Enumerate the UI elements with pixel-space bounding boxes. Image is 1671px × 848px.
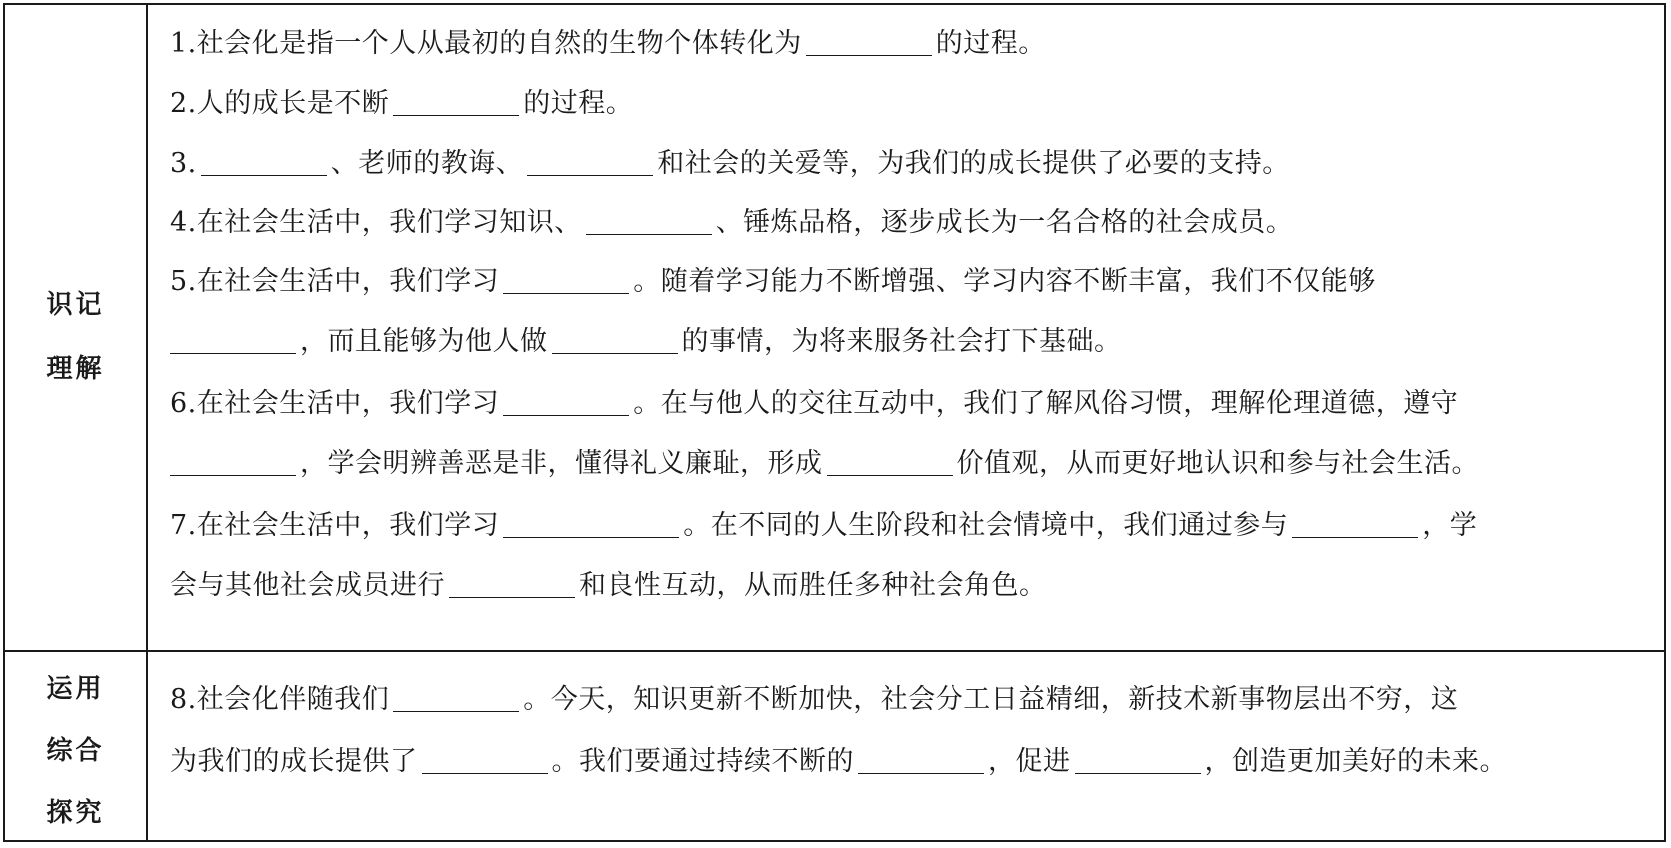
question-8 bbox=[170, 685, 1458, 713]
text: 为我们的成长提供了 bbox=[170, 746, 418, 777]
text: 和社会的关爱等，为我们的成长提供了必要的支持。 bbox=[657, 148, 1290, 179]
answer-blank[interactable] bbox=[1075, 747, 1201, 774]
question-4 bbox=[170, 208, 1293, 236]
answer-blank[interactable] bbox=[422, 747, 548, 774]
column-divider bbox=[146, 5, 148, 840]
section-label-line: 综合 bbox=[46, 736, 105, 766]
text: 价值观，从而更好地认识和参与社会生活。 bbox=[956, 448, 1479, 479]
answer-blank[interactable] bbox=[858, 747, 984, 774]
answer-blank[interactable] bbox=[827, 449, 953, 476]
section-label-line: 探究 bbox=[46, 798, 105, 828]
answer-blank[interactable] bbox=[586, 208, 712, 235]
text: ，学 bbox=[1422, 510, 1478, 541]
question-5 bbox=[170, 267, 1376, 295]
section-label-line: 理解 bbox=[46, 354, 105, 384]
section-label-line: 识记 bbox=[46, 290, 105, 320]
text: 6.在社会生活中，我们学习 bbox=[170, 388, 500, 419]
answer-blank[interactable] bbox=[449, 571, 575, 598]
text: 。今天，知识更新不断加快，社会分工日益精细，新技术新事物层出不穷，这 bbox=[523, 684, 1459, 715]
text: 、老师的教诲、 bbox=[330, 148, 524, 179]
question-1 bbox=[170, 29, 1046, 57]
question-6 bbox=[170, 389, 1458, 417]
answer-blank[interactable] bbox=[1292, 511, 1418, 538]
text: 。在不同的人生阶段和社会情境中，我们通过参与 bbox=[683, 510, 1289, 541]
answer-blank[interactable] bbox=[393, 685, 519, 712]
text: 5.在社会生活中，我们学习 bbox=[170, 266, 500, 297]
question-7-cont bbox=[170, 571, 1047, 599]
text: 4.在社会生活中，我们学习知识、 bbox=[170, 207, 582, 238]
answer-blank[interactable] bbox=[201, 149, 327, 176]
text: ，促进 bbox=[988, 746, 1071, 777]
text: 的过程。 bbox=[523, 88, 634, 119]
text: 的事情，为将来服务社会打下基础。 bbox=[681, 326, 1122, 357]
answer-blank[interactable] bbox=[503, 389, 629, 416]
text: 1.社会化是指一个人从最初的自然的生物个体转化为 bbox=[170, 28, 802, 59]
question-3 bbox=[170, 149, 1290, 177]
text: ，学会明辨善恶是非，懂得礼义廉耻，形成 bbox=[300, 448, 823, 479]
text: 。随着学习能力不断增强、学习内容不断丰富，我们不仅能够 bbox=[633, 266, 1376, 297]
text: 的过程。 bbox=[935, 28, 1046, 59]
worksheet-table bbox=[3, 3, 1666, 842]
text: 。在与他人的交往互动中，我们了解风俗习惯，理解伦理道德，遵守 bbox=[633, 388, 1459, 419]
answer-blank[interactable] bbox=[806, 29, 932, 56]
text: 、锤炼品格，逐步成长为一名合格的社会成员。 bbox=[715, 207, 1294, 238]
question-6-cont bbox=[170, 449, 1479, 477]
answer-blank[interactable] bbox=[503, 511, 679, 538]
question-2 bbox=[170, 89, 633, 117]
answer-blank[interactable] bbox=[393, 89, 519, 116]
text: 2.人的成长是不断 bbox=[170, 88, 390, 119]
text: ，而且能够为他人做 bbox=[300, 326, 548, 357]
text: 。我们要通过持续不断的 bbox=[551, 746, 854, 777]
text: 会与其他社会成员进行 bbox=[170, 570, 445, 601]
text: ，创造更加美好的未来。 bbox=[1204, 746, 1507, 777]
section-label-apply bbox=[5, 658, 146, 844]
answer-blank[interactable] bbox=[170, 449, 296, 476]
text: 7.在社会生活中，我们学习 bbox=[170, 510, 500, 541]
text: 和良性互动，从而胜任多种社会角色。 bbox=[579, 570, 1047, 601]
question-5-cont bbox=[170, 327, 1122, 355]
answer-blank[interactable] bbox=[552, 327, 678, 354]
answer-blank[interactable] bbox=[503, 267, 629, 294]
question-7 bbox=[170, 511, 1477, 539]
answer-blank[interactable] bbox=[170, 327, 296, 354]
row-divider bbox=[5, 650, 1664, 652]
section-label-recall bbox=[5, 273, 146, 401]
question-8-cont bbox=[170, 747, 1507, 775]
text: 3. bbox=[170, 148, 197, 179]
text: 8.社会化伴随我们 bbox=[170, 684, 390, 715]
answer-blank[interactable] bbox=[527, 149, 653, 176]
section-label-line: 运用 bbox=[46, 674, 105, 704]
